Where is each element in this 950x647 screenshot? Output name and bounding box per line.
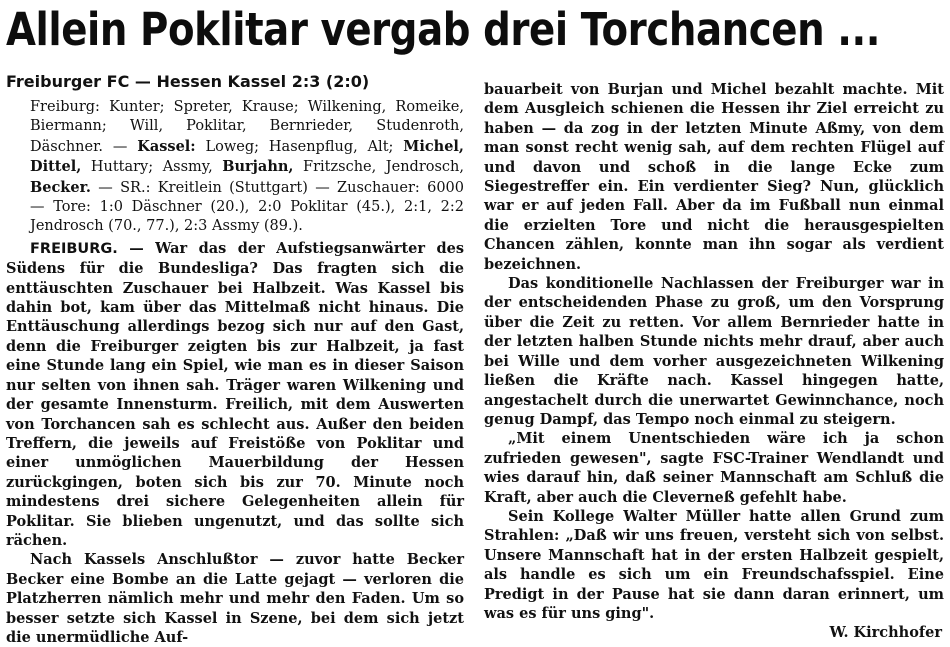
author-signature: W. Kirchhofer xyxy=(829,624,942,642)
article-paragraph-4: „Mit einem Unentschieden wäre ich ja schon zufrieden gewesen", sagte FSC-Trainer Wendlandt und wies darauf hin, daß seiner Mannschaft am Schluß die Kraft, aber auch die Cleverneß gefehlt habe. xyxy=(484,430,944,506)
lineup-becker: Becker. xyxy=(30,178,91,196)
lineup-kassel-label: Kassel: xyxy=(137,137,196,155)
lineup-kassel-mid: Huttary; Assmy, xyxy=(81,159,223,176)
dateline: FREIBURG. xyxy=(30,240,118,257)
match-header: Freiburger FC — Hessen Kassel 2:3 (2:0) xyxy=(6,72,370,91)
lineup-kassel-defense: Loweg; Hasenpflug, Alt; xyxy=(195,138,404,155)
article-paragraph-2-start: Nach Kassels Anschlußtor — zuvor hatte Becker Becker eine Bombe an die Latte gejagt — verloren die Platzherren nämlich mehr und mehr den Faden. Um so besser setzte sich Kassel in Szene, bei dem sich jetzt die unermüdliche Auf- xyxy=(6,551,464,646)
headline: Allein Poklitar vergab drei Torchancen ... xyxy=(6,3,881,56)
article-paragraph-3: Das konditionelle Nachlassen der Freiburger war in der entscheidenden Phase zu groß, um den Vorsprung über die Zeit zu retten. Vor allem Bernrieder hatte in der letzten halben Stunde nichts mehr drauf, aber auch bei Wille und dem vorher ausgezeichneten Wilkening ließen die Kräfte nach. Kassel hingegen hatte, angestachelt durch die unerwartet Gewinnchance, noch genug Dampf, das Tempo noch einmal zu steigern. xyxy=(484,275,944,428)
lineup-kassel-forwards: Fritzsche, Jendrosch, xyxy=(293,159,464,176)
article-paragraph-5: Sein Kollege Walter Müller hatte allen Grund zum Strahlen: „Daß wir uns freuen, versteht sich von selbst. Unsere Mannschaft hat in der ersten Halbzeit gespielt, als handle es sich um ein Freundschafsspiel. Eine Predigt in der Pause hat sie dann daran erinnert, um was es für uns ging". xyxy=(484,507,944,622)
lineup-block xyxy=(6,98,464,237)
article-paragraph-2-end: bauarbeit von Burjan und Michel bezahlt machte. Mit dem Ausgleich schienen die Hessen ihr Ziel erreicht zu haben — da zog in der letzten Minute Aßmy, von dem man sonst recht wenig sah, auf dem rechten Flügel auf und davon und schoß in die lange Ecke zum Siegestreffer ein. Ein verdienter Sieg? Nun, glücklich war er auf jeden Fall. Aber da im Fußball nun einmal die erzielten Tore und nicht die herausgespielten Chancen zählen, konnte man ihn sogar als verdient bezeichnen. xyxy=(484,81,944,273)
article-paragraph-1-text: — War das der Aufstiegsanwärter des Südens für die Bundesliga? Das fragten sich die enttäuschten Zuschauer bei Halbzeit. Was Kassel bis dahin bot, kam über das Mittelmaß nicht hinaus. Die Enttäuschung allerdings bezog sich nur auf den Gast, denn die Freiburger zeigten bis zur Halbzeit, ja fast eine Stunde lang ein Spiel, wie man es in dieser Saison nur selten von ihnen sah. Träger waren Wilkening und der gesamte Innensturm. Freilich, mit dem Auswerten von Torchancen sah es schlecht aus. Außer den beiden Treffern, die jeweils auf Freistöße von Poklitar und einer unmöglichen Mauerbildung der Hessen zurückgingen, boten sich bis zur 70. Minute noch mindestens drei sichere Gelegenheiten allein für Poklitar. Sie blieben ungenutzt, und das sollte sich rächen. xyxy=(6,239,464,549)
lineup-freiburg: Freiburg: Kunter; Spreter, Krause; Wilkening, Romeike, Biermann; Will, Poklitar, Bernrieder, Studenroth, Däschner. — xyxy=(30,99,464,155)
lineup-referee-goals: — SR.: Kreitlein (Stuttgart) — Zuschauer: 6000 — Tore: 1:0 Däschner (20.), 2:0 Poklitar (45.), 2:1, 2:2 Jendrosch (70., 77.), 2:3 Assmy (89.). xyxy=(30,179,464,235)
article-paragraph-1 xyxy=(6,239,464,551)
right-column xyxy=(484,80,944,643)
lineup-bold-names: Michel, Dittel, xyxy=(30,137,464,176)
left-column xyxy=(6,72,464,647)
lineup-burjahn: Burjahn, xyxy=(222,158,294,176)
